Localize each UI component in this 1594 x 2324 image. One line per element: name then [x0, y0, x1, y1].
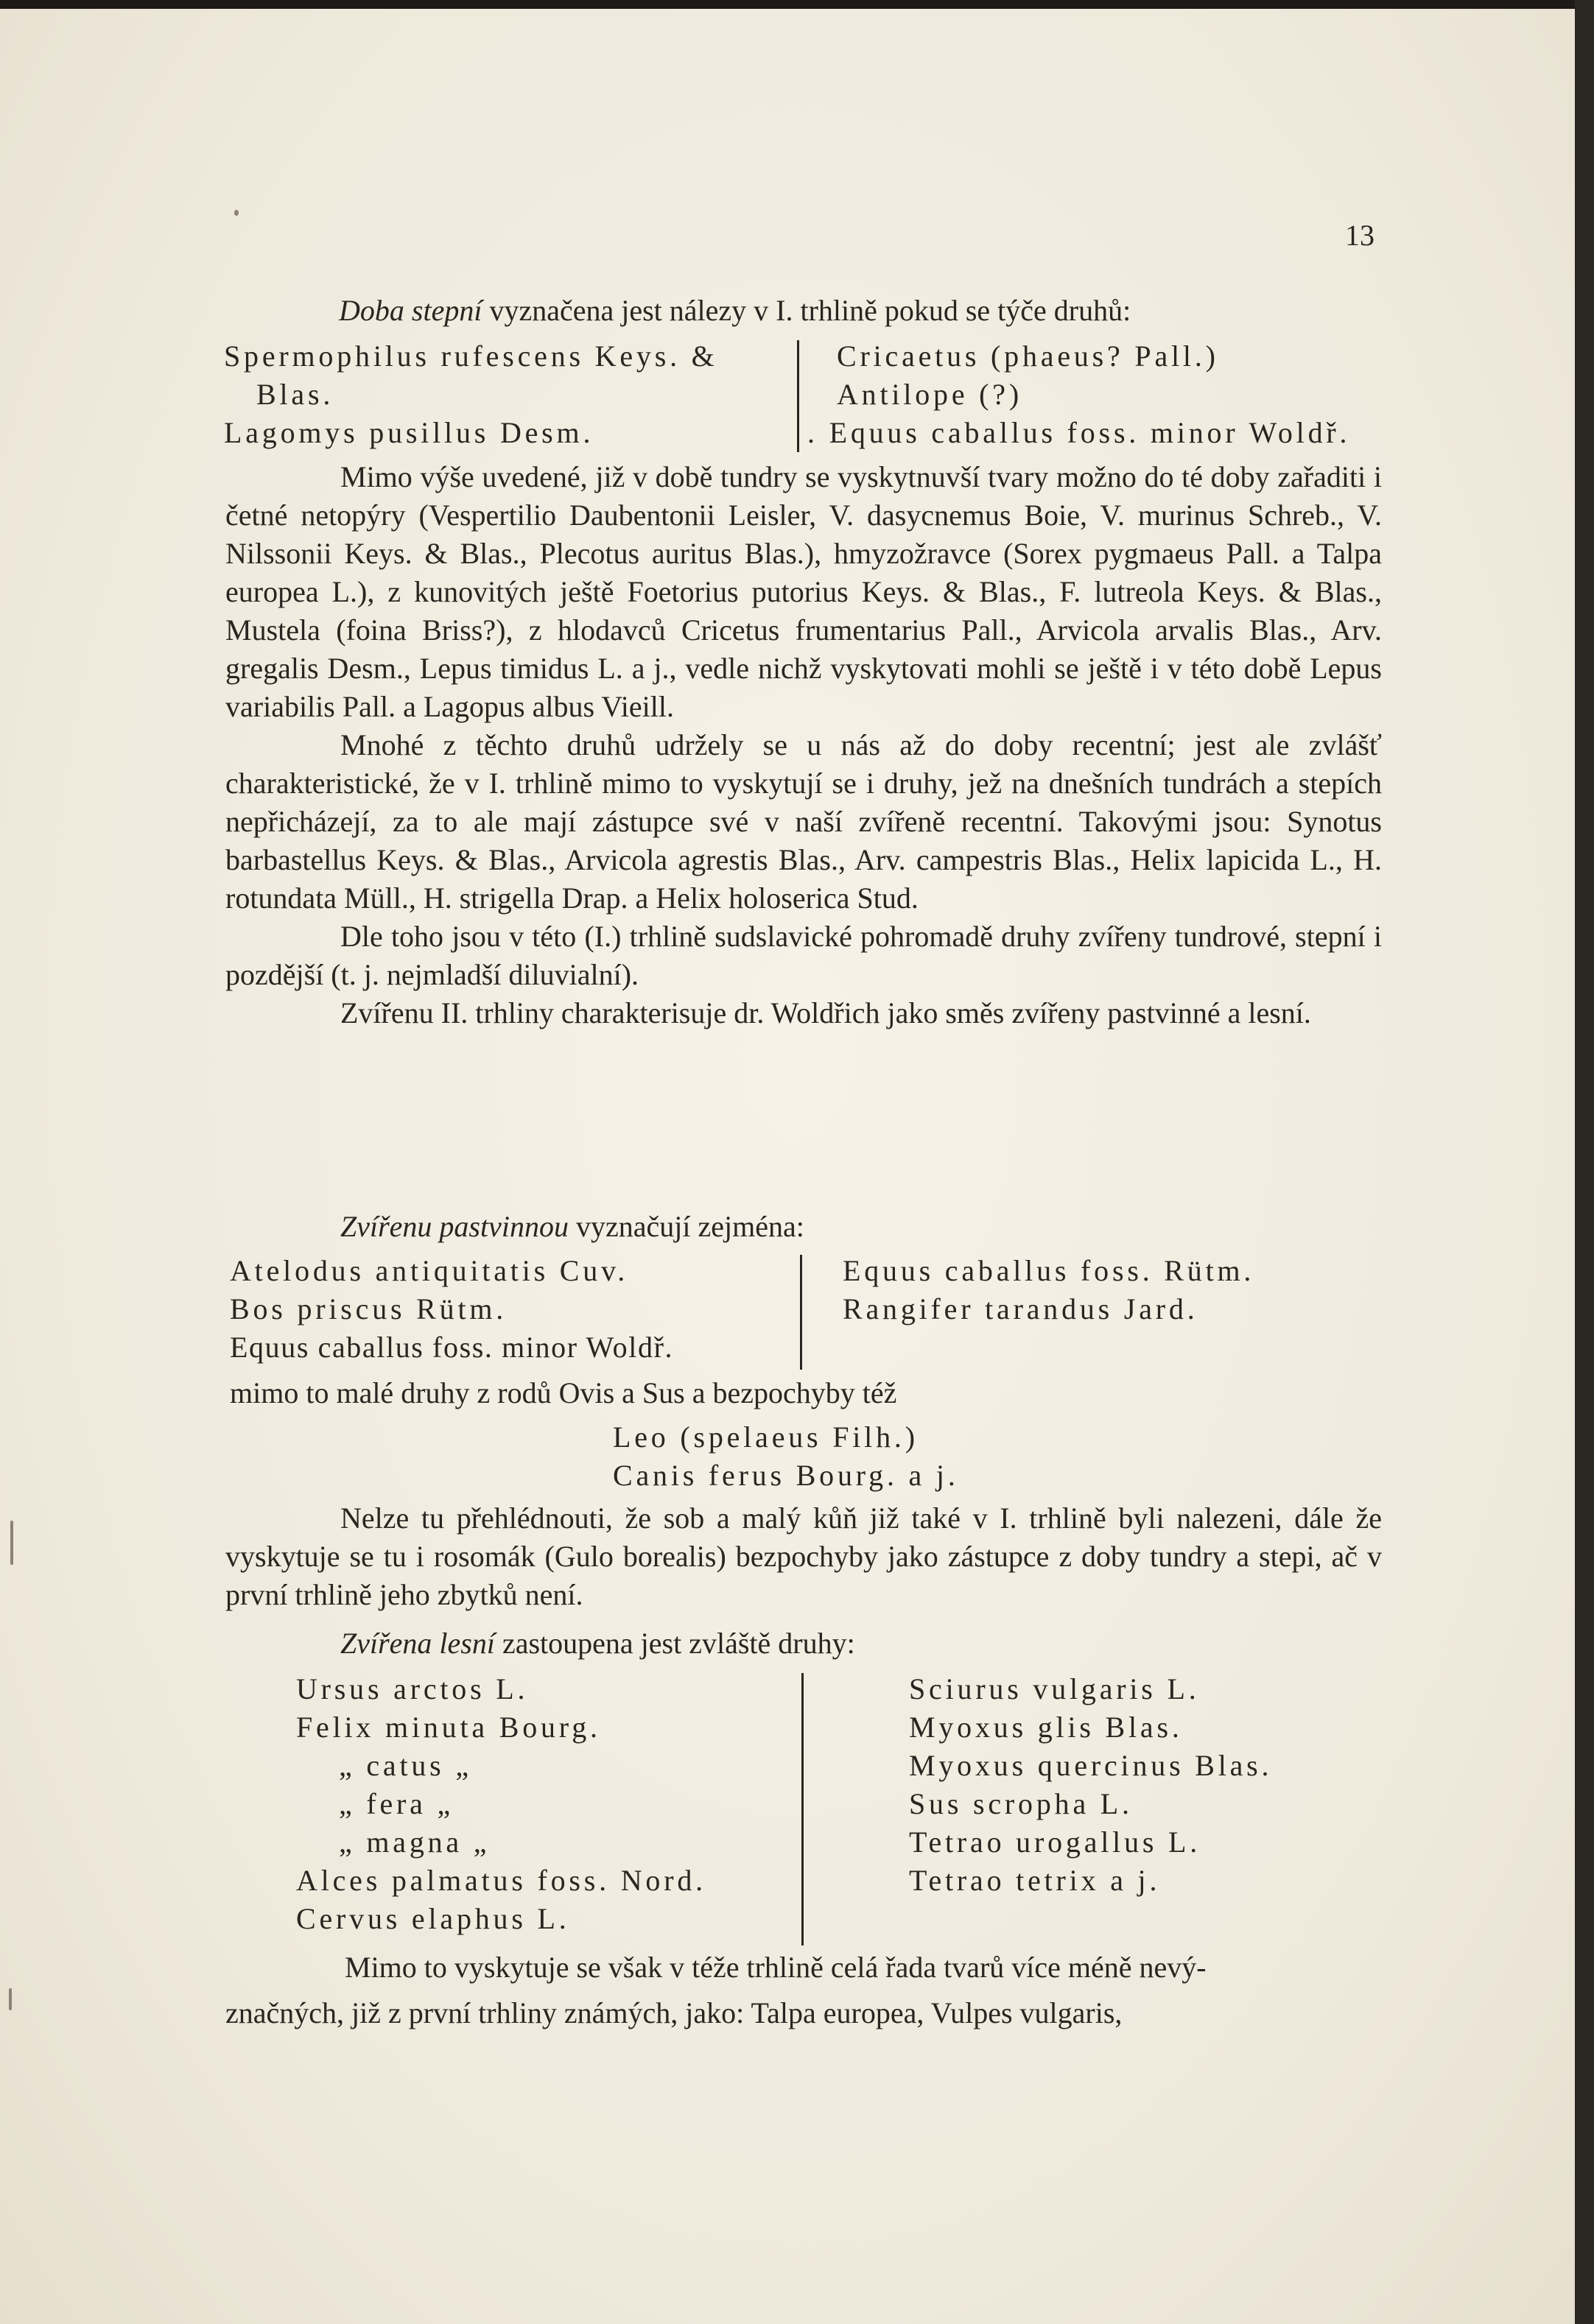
pasture-continuation: mimo to malé druhy z rodů Ovis a Sus a bezpochyby též: [230, 1376, 897, 1409]
species-entry: Sciurus vulgaris L.: [909, 1672, 1200, 1705]
forest-intro-text: zastoupena jest zvláště druhy:: [502, 1627, 855, 1660]
pasture-intro-italic: Zvířenu pastvinnou: [340, 1210, 569, 1243]
species-entry: Blas.: [256, 378, 334, 411]
closing-line-1: Mimo to vyskytuje se však v téže trhlině celá řada tvarů více méně nevý-: [345, 1951, 1207, 1984]
steppe-species-left: [224, 337, 718, 452]
forest-intro-italic: Zvířena lesní: [340, 1627, 495, 1660]
pasture-intro-text: vyznačují zejména:: [575, 1210, 804, 1243]
species-entry: Spermophilus rufescens Keys. &: [224, 339, 718, 373]
species-entry: Alces palmatus foss. Nord.: [296, 1864, 706, 1897]
paragraph: Dle toho jsou v této (I.) trhlině sudslavické pohromadě druhy zvířeny tundrové, stepní i pozdější (t. j. nejmladší diluvialní).: [225, 920, 1382, 991]
species-entry: Lagomys pusillus Desm.: [224, 416, 594, 449]
scan-speck: [10, 1521, 13, 1565]
species-entry: Leo (spelaeus Filh.): [613, 1420, 919, 1454]
paragraph: Nelze tu přehlédnouti, že sob a malý kůň již také v I. trhlině byli nalezeni, dále že vyskytuje se tu i rosomák (Gulo borealis) bezpochyby jako zástupce z doby tundry a stepi, ač v první trhlině jeho zbytků není.: [225, 1501, 1382, 1611]
species-entry: Antilope (?): [837, 378, 1022, 411]
species-entry: Equus caballus foss. minor Woldř.: [230, 1331, 674, 1364]
page-number: 13: [1345, 219, 1374, 252]
species-entry: Bos priscus Rütm.: [230, 1292, 508, 1325]
column-divider: [801, 1673, 804, 1946]
pasture-intro: [340, 1208, 804, 1246]
column-divider: [797, 340, 799, 452]
forest-species-right: [909, 1670, 1272, 1900]
species-entry: „ fera „: [339, 1787, 454, 1820]
species-entry: Atelodus antiquitatis Cuv.: [230, 1254, 629, 1287]
scan-top-edge: [0, 0, 1594, 9]
forest-intro: [340, 1624, 855, 1663]
species-entry: Equus caballus foss. Rütm.: [843, 1254, 1255, 1287]
paragraph: Zvířenu II. trhliny charakterisuje dr. Woldřich jako směs zvířeny pastvinné a lesní.: [340, 996, 1311, 1029]
species-entry: Tetrao tetrix a j.: [909, 1864, 1161, 1897]
pasture-species-right: [843, 1252, 1254, 1328]
species-entry: Ursus arctos L.: [296, 1672, 529, 1705]
pasture-species-left: [230, 1252, 673, 1367]
species-entry: Canis ferus Bourg. a j.: [613, 1459, 959, 1492]
scan-speck: [9, 1988, 12, 2010]
paragraph: Mnohé z těchto druhů udržely se u nás až do doby recentní; jest ale zvlášť charakteristické, že v I. trhlině mimo to vyskytují se i druhy, jež na dnešních tundrách a stepích nepřicházejí, za to ale mají zástupce své v naší zvířeně recentní. Takovými jsou: Synotus barbastellus Keys. & Blas., Arvicola agrestis Blas., Arv. campestris Blas., Helix lapicida L., H. rotundata Müll., H. strigella Drap. a Helix holoserica Stud.: [225, 728, 1382, 915]
steppe-intro-text: vyznačena jest nálezy v I. trhlině pokud se týče druhů:: [489, 294, 1131, 327]
species-entry: „ magna „: [339, 1825, 491, 1859]
steppe-intro-italic: Doba stepní: [339, 294, 482, 327]
species-entry: Felix minuta Bourg.: [296, 1711, 601, 1744]
closing-line-2: značných, již z první trhliny známých, jako: Talpa europea, Vulpes vulgaris,: [225, 1996, 1123, 2029]
scan-speck: [234, 210, 239, 216]
species-entry: . Equus caballus foss. minor Woldř.: [807, 416, 1351, 449]
species-entry: Tetrao urogallus L.: [909, 1825, 1201, 1859]
pasture-centered-species: [613, 1418, 959, 1495]
species-entry: Cervus elaphus L.: [296, 1902, 570, 1935]
steppe-intro: [339, 292, 1131, 330]
species-entry: Rangifer tarandus Jard.: [843, 1292, 1198, 1325]
species-entry: Myoxus glis Blas.: [909, 1711, 1183, 1744]
pasture-text: [225, 1499, 1382, 1614]
paragraph: Mimo výše uvedené, již v době tundry se vyskytnuvší tvary možno do té doby zařaditi i četné netopýry (Vespertilio Daubentonii Leisler, V. dasycnemus Boie, V. murinus Schreb., V. Nilssonii Keys. & Blas., Plecotus auritus Blas.), hmyzožravce (Sorex pygmaeus Pall. a Talpa europea L.), z kunovitých ještě Foetorius putorius Keys. & Blas., F. lutreola Keys. & Blas., Mustela (foina Briss?), z hlodavců Cricetus frumentarius Pall., Arvicola arvalis Blas., Arv. gregalis Desm., Lepus timidus L. a j., vedle nichž vyskytovati mohli se ještě i v této době Lepus variabilis Pall. a Lagopus albus Vieill.: [225, 460, 1382, 723]
steppe-species-right: [807, 337, 1350, 452]
species-entry: „ catus „: [339, 1749, 472, 1782]
scan-right-edge: [1575, 0, 1594, 2324]
species-entry: Sus scropha L.: [909, 1787, 1133, 1820]
column-divider: [800, 1255, 802, 1370]
species-entry: Myoxus quercinus Blas.: [909, 1749, 1273, 1782]
species-entry: Cricaetus (phaeus? Pall.): [837, 339, 1219, 373]
steppe-text: [225, 458, 1382, 1032]
forest-species-left: [296, 1670, 706, 1938]
